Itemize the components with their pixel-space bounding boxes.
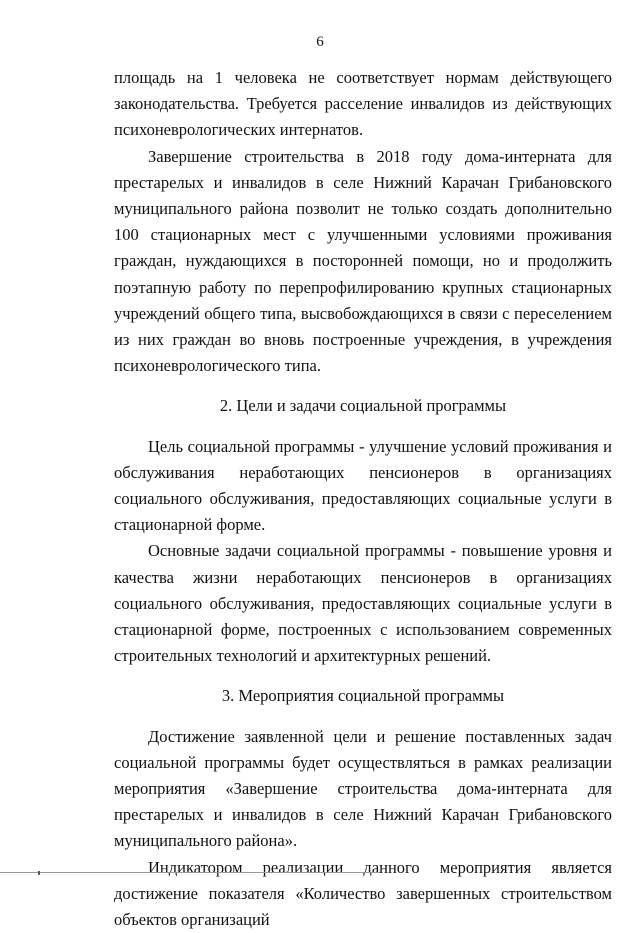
document-body — [114, 65, 612, 933]
section-heading-goals: 2. Цели и задачи социальной программы — [219, 396, 507, 416]
paragraph-continuation: площадь на 1 человека не соответствует нормам действующего законодательства. Требуется расселение инвалидов из действующих психоневрологических интернатов. — [114, 68, 612, 140]
spacer — [114, 710, 612, 724]
section-heading-measures: 3. Мероприятия социальной программы — [221, 686, 505, 706]
spacer — [114, 669, 612, 683]
paragraph-program-goal: Цель социальной программы - улучшение условий проживания и обслуживания неработающих пенсионеров в организациях социального обслуживания, предоставляющих социальные услуги в стационарной форме. — [114, 436, 612, 535]
paragraph-construction-completion: Завершение строительства в 2018 году дома-интерната для престарелых и инвалидов в селе Нижний Карачан Грибановского муниципального района позволит не только создать дополнительно 100 стационарных мест с улучшенными условиями проживания граждан, нуждающихся в посторонней помощи, но и продолжить поэтапную работу по перепрофилированию крупных стационарных учреждений общего типа, высвобождающихся в связи с переселением из них граждан во вновь построенные учреждения, в учреждения психоневрологического типа. — [114, 146, 612, 376]
paragraph-program-tasks: Основные задачи социальной программы - повышение уровня и качества жизни неработающих пенсионеров в организациях социального обслуживания, предоставляющих социальные услуги в стационарной форме, построенных с использованием современных строительных технологий и архитектурных решений. — [114, 541, 612, 666]
scan-edge-line — [0, 872, 380, 873]
spacer — [114, 420, 612, 434]
page-number: 6 — [316, 34, 324, 50]
paragraph-goal-achievement: Достижение заявленной цели и решение поставленных задач социальной программы будет осуществляться в рамках реализации мероприятия «Завершение строительства дома-интерната для престарелых и инвалидов в селе Нижний Карачан Грибановского муниципального района». — [114, 726, 612, 851]
paragraph-indicator: Индикатором реализации данного мероприятия является достижение показателя «Количество завершенных строительством объектов организаций — [114, 857, 612, 930]
scan-mark — [38, 871, 40, 875]
spacer — [114, 379, 612, 393]
